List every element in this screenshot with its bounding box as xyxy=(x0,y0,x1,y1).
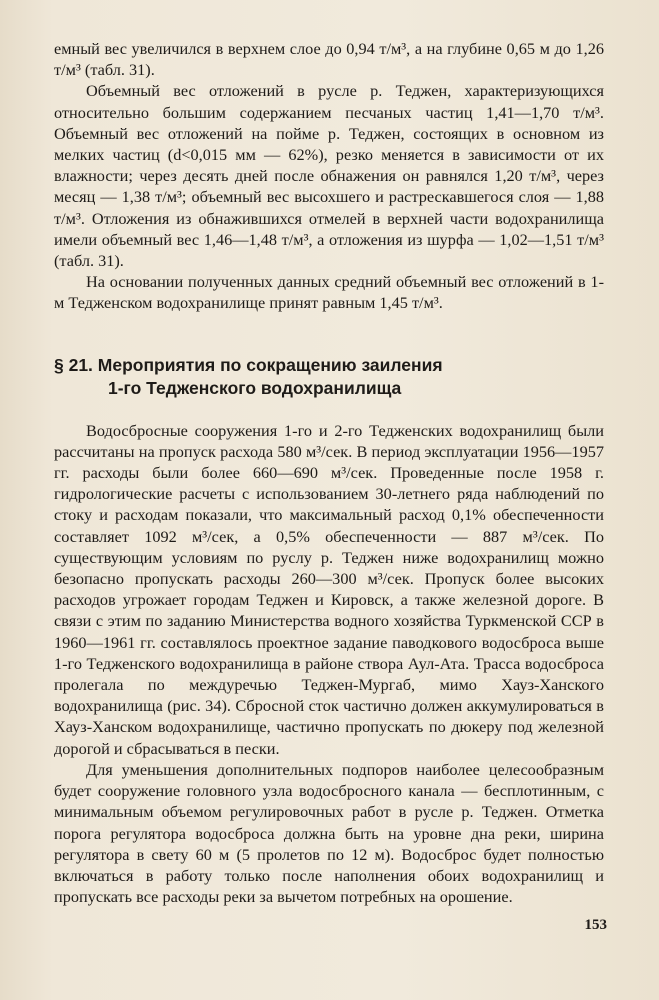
section-heading xyxy=(54,354,604,400)
paragraph-average-density: На основании полученных данных средний объемный вес отложений в 1-м Тедженском водохранилище принят равным 1,45 т/м³. xyxy=(54,272,604,313)
body-text xyxy=(54,38,604,907)
section-heading-line2: 1-го Тедженского водохранилища xyxy=(108,377,402,398)
paragraph-head-structure: Для уменьшения дополнительных подпоров наиболее целесообразным будет сооружение головного узла водосбросного канала — бесплотинным, с минимальным объемом регулировочных работ в русле р. Теджен. Отметка порога регулятора водосброса должна быть на уровне дна реки, ширина регулятора в свету 60 м (5 пролетов по 12 м). Водосброс будет полностью включаться в работу только после наполнения обоих водохранилищ и пропускать все расходы реки за вычетом потребных на орошение. xyxy=(54,759,604,907)
paragraph-spillways: Водосбросные сооружения 1-го и 2-го Тедженских водохранилищ были рассчитаны на пропуск расхода 580 м³/сек. В период эксплуатации 1956—1957 гг. расходы были более 660—690 м³/сек. Проведенные после 1958 г. гидрологические расчеты с использованием 30-летнего ряда наблюдений по стоку и расходам показали, что максимальный расход 0,1% обеспеченности составляет 1092 м³/сек, а 0,5% обеспеченности — 887 м³/сек. По существующим условиям по руслу р. Теджен ниже водохранилищ можно безопасно пропускать расходы 260—300 м³/сек. Пропуск более высоких расходов угрожает городам Теджен и Кировск, а также железной дороге. В связи с этим по заданию Министерства водного хозяйства Туркменской ССР в 1960—1961 гг. составлялось проектное задание паводкового водосброса выше 1-го Тедженского водохранилища в районе створа Аул-Ата. Трасса водосброса пролегала по междуречью Теджен-Мургаб, мимо Хауз-Ханского водохранилища (рис. 34). Сбросной сток частично должен аккумулироваться в Хауз-Ханском водохранилище, частично пропускать по дюкеру под железной дорогой и сбрасываться в пески. xyxy=(54,420,604,758)
page-number: 153 xyxy=(584,917,607,933)
section-heading-line1: § 21. Мероприятия по сокращению заиления xyxy=(54,354,443,375)
paragraph-bulk-density: Объемный вес отложений в русле р. Теджен, характеризующихся относительно большим содержанием песчаных частиц 1,41—1,70 т/м³. Объемный вес отложений на пойме р. Теджен, состоящих в основном из мелких частиц (d<0,015 мм — 62%), резко меняется в зависимости от их влажности; через десять дней после обнажения он равнялся 1,20 т/м³, через месяц — 1,38 т/м³; объемный вес высохшего и растрескавшегося слоя — 1,88 т/м³. Отложения из обнажившихся отмелей в верхней части водохранилища имели объемный вес 1,46—1,48 т/м³, а отложения из шурфа — 1,02—1,51 т/м³ (табл. 31). xyxy=(54,81,604,271)
paragraph-continued: емный вес увеличился в верхнем слое до 0,94 т/м³, а на глубине 0,65 м до 1,26 т/м³ (табл. 31). xyxy=(54,39,604,80)
